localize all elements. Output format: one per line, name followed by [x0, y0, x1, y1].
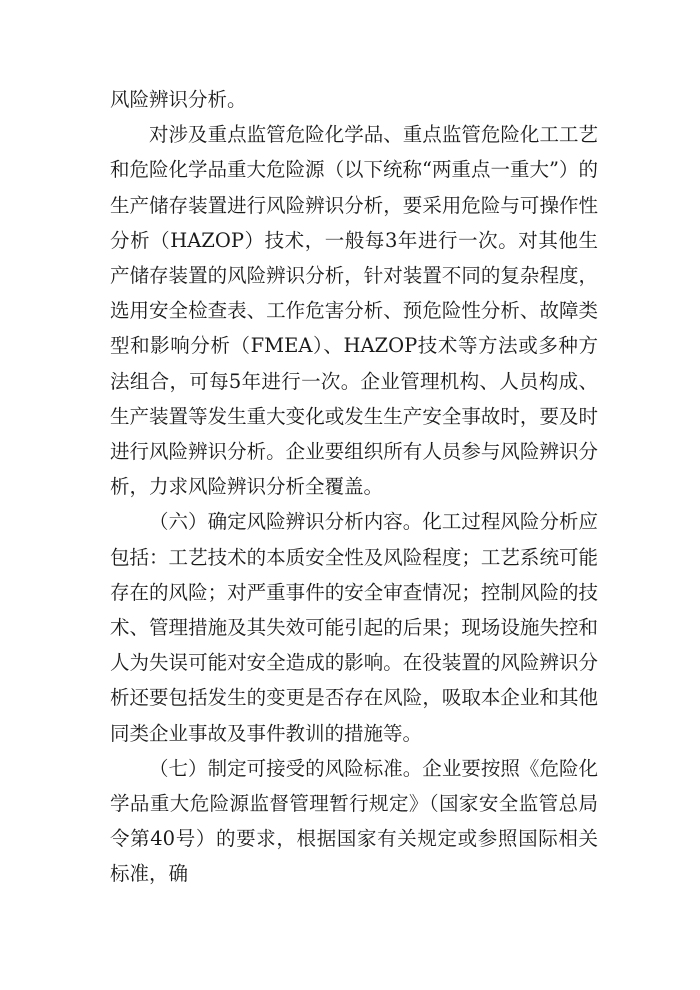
paragraph-continuation: 风险辨识分析。	[110, 88, 247, 111]
paragraph-section-seven: （七）制定可接受的风险标准。企业要按照《危险化学品重大危险源监督管理暂行规定》（国家安全监管总局令第40号）的要求，根据国家有关规定或参照国际相关标准，确	[110, 756, 598, 886]
paragraph-hazop-analysis: 对涉及重点监管危险化学品、重点监管危险化工工艺和危险化学品重大危险源（以下统称“两重点一重大”）的生产储存装置进行风险辨识分析，要采用危险与可操作性分析（HAZOP）技术，一般每3年进行一次。对其他生产储存装置的风险辨识分析，针对装置不同的复杂程度，选用安全检查表、工作危害分析、预危险性分析、故障类型和影响分析（FMEA）、HAZOP技术等方法或多种方法组合，可每5年进行一次。企业管理机构、人员构成、生产装置等发生重大变化或发生生产安全事故时，要及时进行风险辨识分析。企业要组织所有人员参与风险辨识分析，力求风险辨识分析全覆盖。	[110, 123, 598, 499]
paragraph-section-six: （六）确定风险辨识分析内容。化工过程风险分析应包括：工艺技术的本质安全性及风险程度；工艺系统可能存在的风险；对严重事件的安全审查情况；控制风险的技术、管理措施及其失效可能引起的后果；现场设施失控和人为失误可能对安全造成的影响。在役装置的风险辨识分析还要包括发生的变更是否存在风险，吸取本企业和其他同类企业事故及事件教训的措施等。	[110, 510, 598, 745]
document-body	[110, 82, 598, 892]
